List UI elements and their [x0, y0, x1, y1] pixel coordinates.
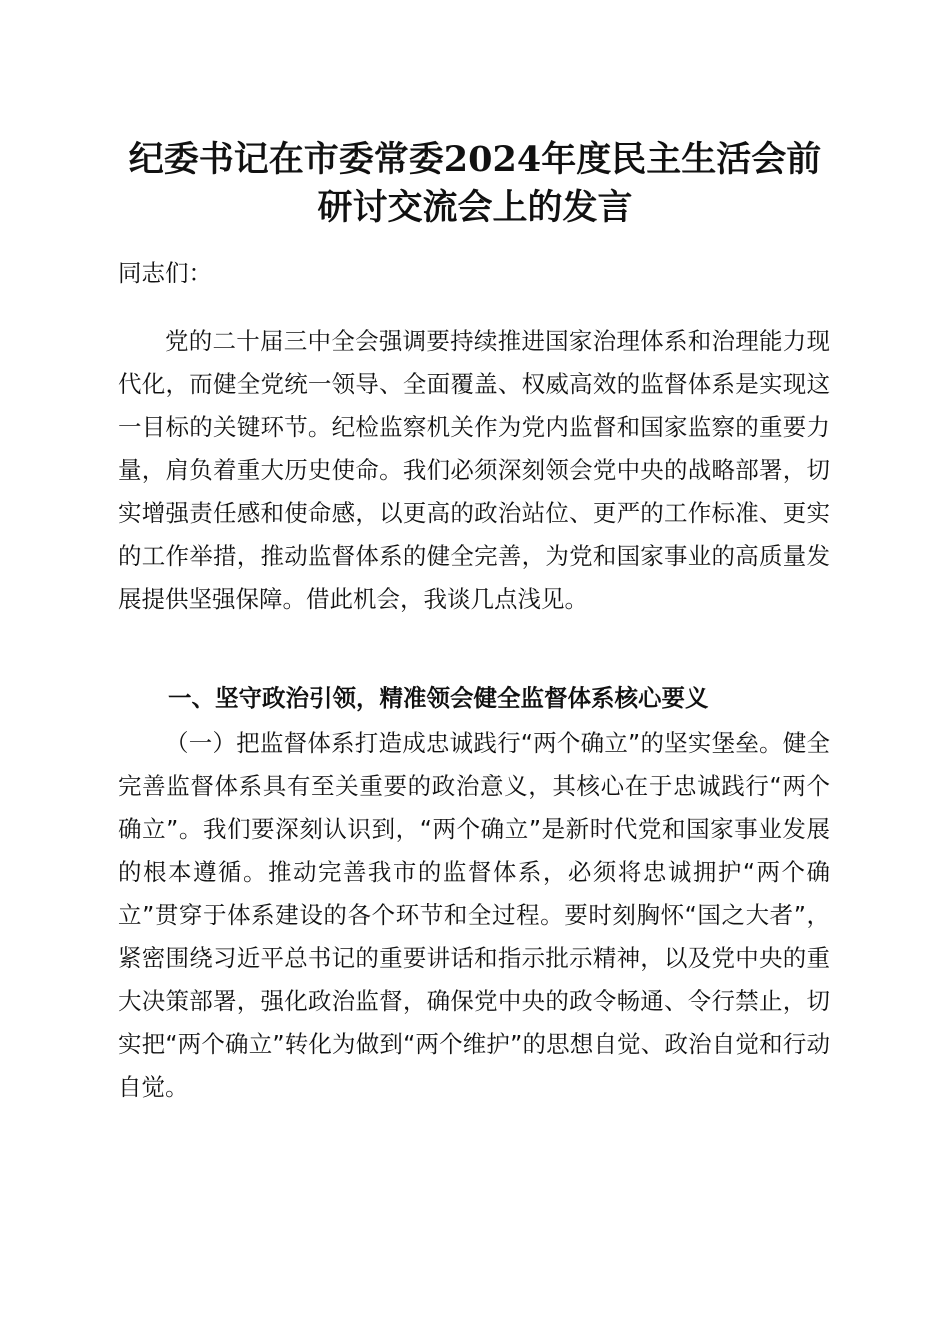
section-heading-1: 一、坚守政治引领，精准领会健全监督体系核心要义	[168, 684, 709, 712]
paragraph-intro: 党的二十届三中全会强调要持续推进国家治理体系和治理能力现代化，而健全党统一领导、全面覆盖、权威高效的监督体系是实现这一目标的关键环节。纪检监察机关作为党内监督和国家监察的重要力量，肩负着重大历史使命。我们必须深刻领会党中央的战略部署，切实增强责任感和使命感，以更高的政治站位、更严的工作标准、更实的工作举措，推动监督体系的健全完善，为党和国家事业的高质量发展提供坚强保障。借此机会，我谈几点浅见。	[118, 327, 830, 613]
paragraph-subsection-1-body: 健全完善监督体系具有至关重要的政治意义，其核心在于忠诚践行“两个确立”。我们要深刻认识到，“两个确立”是新时代党和国家事业发展的根本遵循。推动完善我市的监督体系，必须将忠诚拥护“两个确立”贯穿于体系建设的各个环节和全过程。要时刻胸怀“国之大者”，紧密围绕习近平总书记的重要讲话和指示批示精神，以及党中央的重大决策部署，强化政治监督，确保党中央的政令畅通、令行禁止，切实把“两个确立”转化为做到“两个维护”的思想自觉、政治自觉和行动自觉。	[118, 729, 831, 1101]
salutation: 同志们：	[118, 259, 212, 287]
document-title-line2: 研讨交流会上的发言	[317, 187, 633, 228]
subsection-heading-1: （一）把监督体系打造成忠诚践行“两个确立”的坚实堡垒。	[165, 729, 783, 757]
document-title-line1: 纪委书记在市委常委2024年度民主生活会前	[128, 139, 822, 180]
paragraph-subsection-1	[118, 722, 830, 1109]
